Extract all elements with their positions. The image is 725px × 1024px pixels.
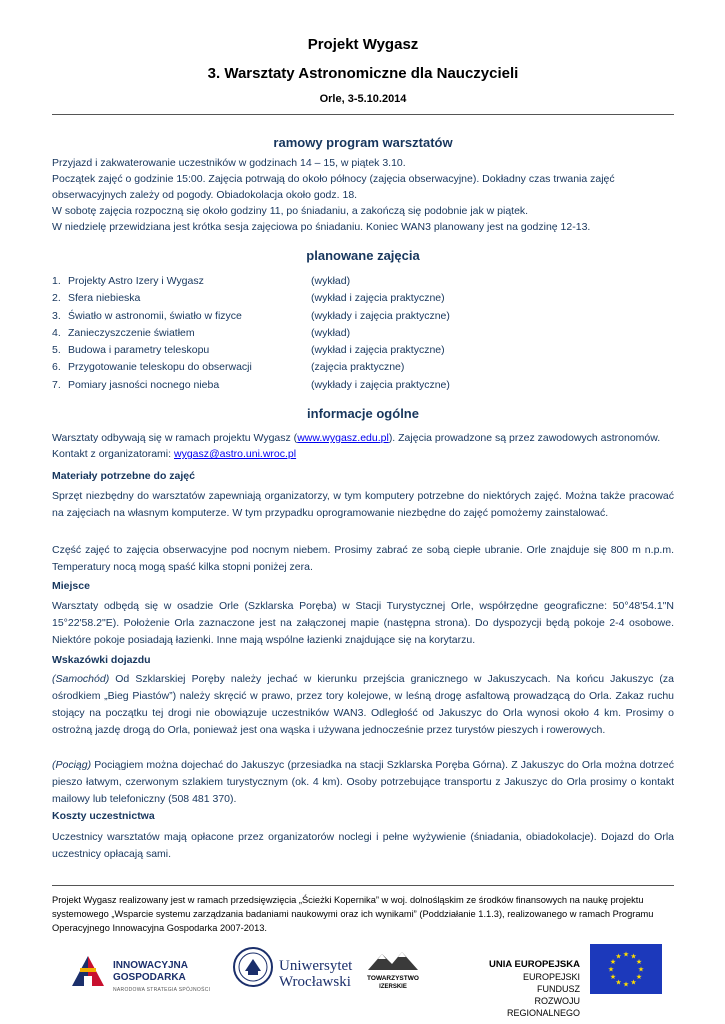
- doc-place-date: Orle, 3-5.10.2014: [319, 93, 407, 105]
- eu-star-icon: ★: [615, 953, 622, 961]
- list-item-number: 1.: [52, 275, 61, 287]
- section-title-general: informacje ogólne: [307, 406, 419, 421]
- footer-logos: [52, 940, 674, 1018]
- list-item-type: (wykład i zajęcia praktyczne): [311, 344, 445, 357]
- list-item: [52, 377, 674, 394]
- list-item-number: 4.: [52, 326, 61, 339]
- list-item: [52, 273, 674, 290]
- logo-uwr-line: Uniwersytet: [279, 958, 353, 974]
- list-item-type: (zajęcia praktyczne): [311, 361, 405, 374]
- subheading-place: Miejsce: [52, 580, 90, 592]
- eu-flag-logo: [590, 944, 662, 994]
- header-divider: [52, 114, 674, 115]
- eu-star-icon: ★: [635, 974, 643, 981]
- subheading-costs: Koszty uczestnictwa: [52, 810, 155, 822]
- list-item-name: Przygotowanie teleskopu do obserwacji: [68, 361, 252, 374]
- travel-car-label: (Samochód): [52, 673, 110, 685]
- eu-star-icon: ★: [607, 966, 615, 974]
- innowacyjna-gospodarka-logo: [66, 946, 216, 996]
- logo-ue-line: EUROPEJSKI FUNDUSZ: [522, 972, 580, 994]
- doc-title: Projekt Wygasz: [307, 36, 419, 53]
- list-item-type: (wykład): [311, 275, 351, 287]
- list-item-number: 2.: [52, 292, 61, 305]
- eu-star-icon: ★: [615, 979, 622, 987]
- towarzystwo-izerskie-logo: [358, 946, 428, 996]
- program-line: Przyjazd i zakwaterowanie uczestników w godzinach 14 – 15, w piątek 3.10.: [52, 157, 406, 169]
- footer-divider: [52, 885, 674, 886]
- list-item: [52, 308, 674, 325]
- eu-star-icon: ★: [630, 953, 637, 961]
- logo-ue-line: ROZWOJU REGIONALNEGO: [506, 996, 580, 1018]
- subheading-materials: Materiały potrzebne do zajęć: [52, 470, 195, 482]
- intro-text: ). Zajęcia prowadzone są przez zawodowych astronomów. Kontakt z organizatorami:: [52, 432, 661, 460]
- intro-text: Warsztaty odbywają się w ramach projektu Wygasz (: [52, 432, 298, 444]
- logo-tow-line: IZERSKIE: [379, 984, 407, 990]
- doc-subtitle: 3. Warsztaty Astronomiczne dla Nauczycieli: [207, 65, 519, 82]
- planned-list: [52, 273, 674, 394]
- logo-ig-line: INNOWACYJNA: [113, 960, 189, 971]
- travel-train-label: (Pociąg): [52, 759, 92, 771]
- list-item-number: 7.: [52, 378, 61, 391]
- list-item-number: 5.: [52, 344, 61, 357]
- contact-email-link[interactable]: wygasz@astro.uni.wroc.pl: [173, 448, 297, 460]
- list-item-number: 6.: [52, 361, 61, 374]
- innowacyjna-gospodarka-text: [113, 960, 210, 996]
- list-item: [52, 342, 674, 359]
- university-seal-icon: [232, 946, 274, 988]
- list-item-type: (wykłady i zajęcia praktyczne): [311, 378, 450, 391]
- logo-ig-line: NARODOWA STRATEGIA SPÓJNOŚCI: [113, 987, 211, 993]
- logo-ig-line: GOSPODARKA: [113, 972, 186, 983]
- list-item-type: (wykład i zajęcia praktyczne): [311, 292, 445, 305]
- materials-paragraph-1: Sprzęt niezbędny do warsztatów zapewniają organizatorzy, w tym komputery potrzebne do niektórych zajęć. Można także pracować na zajęciach na własnym komputerze. W tym przypadku oprogramowanie niezbędne do zajęć pomożemy zainstalować.: [52, 490, 674, 519]
- list-item-name: Zanieczyszczenie światłem: [68, 326, 195, 339]
- list-item-name: Budowa i parametry teleskopu: [68, 344, 210, 357]
- list-item: [52, 325, 674, 342]
- program-line: obserwacyjnych zależy od pogody. Obiadokolacja około godz. 18.: [52, 189, 358, 201]
- eu-star-icon: ★: [609, 974, 617, 981]
- mountain-emblem-icon: [358, 946, 428, 994]
- list-item-name: Pomiary jasności nocnego nieba: [68, 378, 220, 391]
- list-item-name: Projekty Astro Izery i Wygasz: [68, 275, 204, 287]
- eu-star-icon: ★: [637, 966, 645, 974]
- list-item-name: Światło w astronomii, światło w fizyce: [68, 309, 242, 322]
- eu-star-icon: ★: [622, 981, 630, 989]
- unia-europejska-text: [480, 958, 580, 1019]
- travel-car-paragraph: [52, 671, 674, 739]
- program-line: Początek zajęć o godzinie 15:00. Zajęcia potrwają do około północy (zajęcia obserwacyjne). Dokładny czas trwania zajęć: [52, 173, 615, 185]
- eu-star-icon: ★: [609, 959, 617, 966]
- program-line: W sobotę zajęcia rozpoczną się około godziny 11, po śniadaniu, a zakończą się podobnie jak w piątek.: [52, 205, 529, 217]
- subheading-travel: Wskazówki dojazdu: [52, 654, 151, 666]
- program-line: W niedzielę przewidziana jest krótka sesja zajęciowa po śniadaniu. Koniec WAN3 planowany jest na godzinę 12-13.: [52, 221, 591, 233]
- eu-star-icon: ★: [635, 959, 643, 966]
- logo-uwr-line: Wrocławski: [279, 974, 351, 990]
- costs-paragraph: Uczestnicy warsztatów mają opłacone przez organizatorów noclegi i pełne wyżywienie (śniadania, obiadokolacje). Dojazd do Orla uczestnicy opłacają sami.: [52, 831, 674, 860]
- materials-paragraph-2: Część zajęć to zajęcia obserwacyjne pod nocnym niebem. Prosimy zabrać ze sobą ciepłe ubranie. Orle znajduje się 800 m n.p.m. Temperatury nocą mogą spaść kilka stopni poniżej zera.: [52, 544, 674, 573]
- list-item-type: (wykłady i zajęcia praktyczne): [311, 309, 450, 322]
- footer-text: Projekt Wygasz realizowany jest w ramach przedsięwzięcia „Ścieżki Kopernika” w woj. dolnośląskim ze środków finansowych na naukę projektu systemowego „Wsparcie systemu zarządzania badaniami naukowymi oraz ich wynikami” (Poddziałanie 1.1.3), realizowanego w ramach Programu Operacyjnego Innowacyjna Gospodarka 2007-2013.: [52, 895, 654, 933]
- project-website-link[interactable]: www.wygasz.edu.pl: [297, 432, 389, 444]
- list-item: [52, 290, 674, 307]
- uniwersytet-wroclawski-text: [279, 958, 352, 990]
- section-title-program: ramowy program warsztatów: [273, 135, 453, 150]
- list-item: [52, 359, 674, 376]
- list-item-number: 3.: [52, 309, 61, 322]
- general-intro: [52, 430, 674, 462]
- program-text: [52, 155, 674, 235]
- list-item-type: (wykład): [311, 326, 351, 339]
- eu-star-icon: ★: [630, 979, 637, 987]
- section-title-planned: planowane zajęcia: [306, 248, 420, 263]
- eu-star-icon: ★: [622, 951, 630, 959]
- innowacyjna-gospodarka-emblem-icon: [66, 946, 110, 990]
- logo-ue-line: UNIA EUROPEJSKA: [489, 959, 580, 970]
- unia-europejska-text-block: [480, 948, 586, 1018]
- list-item-name: Sfera niebieska: [68, 292, 141, 305]
- travel-train-text: Pociągiem można dojechać do Jakuszyc (przesiadka na stacji Szklarska Poręba Górna). Z Jakuszyc do Orla można dotrzeć pieszo łatwym, czerwonym szlakiem turystycznym (ok. 4 km). Osoby potrzebujące transportu z Jakuszyc do Orla prosimy o kontakt mailowy lub telefoniczny (508 481 370).: [52, 759, 674, 805]
- travel-car-text: Od Szklarskiej Poręby należy jechać w kierunku przejścia granicznego w Jakuszycach. Na końcu Jakuszyc (za ośrodkiem „Bieg Piastów”) należy skręcić w prawo, przez tory kolejowe, w leśną drogę asfaltową prowadzącą do Orla. Zakaz ruchu stojący na początku tej drogi nie obowiązuje uczestników WAN3. Odległość od Jakuszyc do Orla wynosi około 4 km. Prosimy o ostrożną jazdę drogą do Orla, ponieważ jest ona wąska i używana jednocześnie przez turystów pieszych i rowerowych.: [52, 673, 674, 736]
- logo-tow-line: TOWARZYSTWO: [367, 975, 419, 982]
- eu-flag-icon: [590, 944, 662, 994]
- place-paragraph: Warsztaty odbędą się w osadzie Orle (Szklarska Poręba) w Stacji Turystycznej Orle, współrzędne geograficzne: 50°48'54.1"N 15°22'58.2"E). Położenie Orla zaznaczone jest na załączonej mapie (następna strona). Do dyspozycji będą pokoje 2-4 osobowe. Niektóre pokoje posiadają łazienki. Inne mają wspólne łazienki znajdujące się na korytarzu.: [52, 600, 674, 646]
- travel-train-paragraph: [52, 757, 674, 808]
